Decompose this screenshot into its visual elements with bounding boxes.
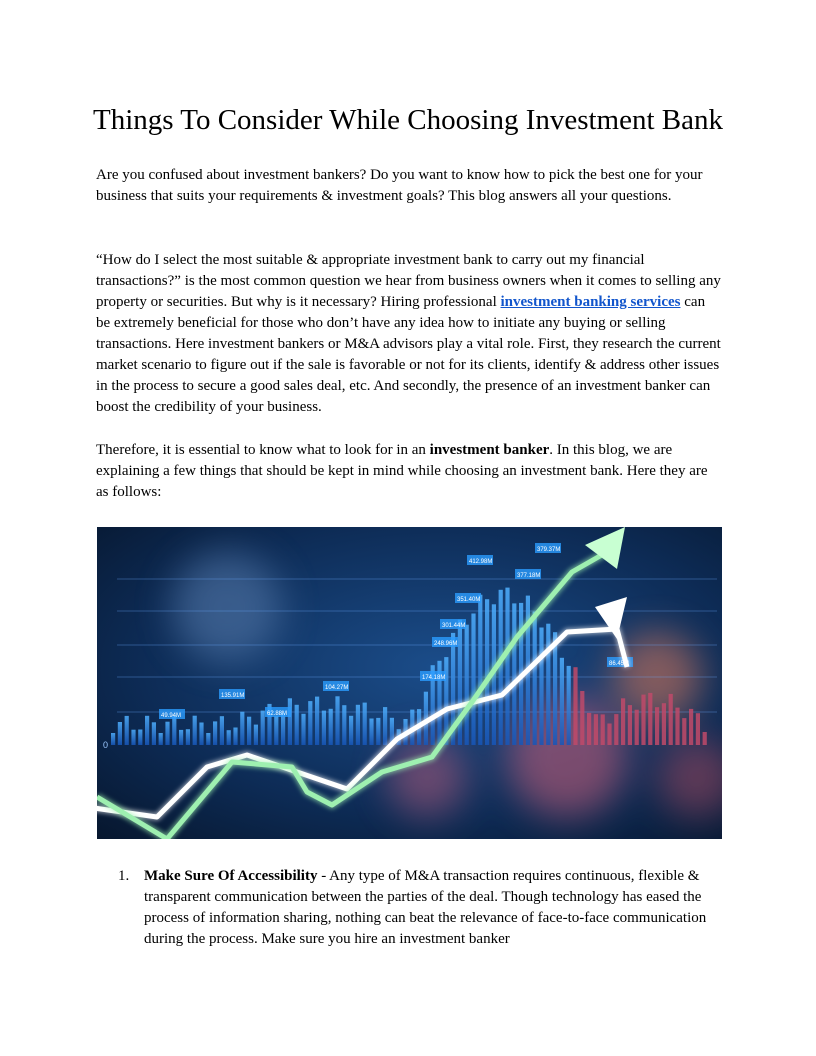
decorative-bar [567, 666, 571, 745]
decorative-bar [601, 714, 605, 745]
bold-term: investment banker [429, 442, 550, 458]
decorative-bar [648, 693, 652, 745]
decorative-bar [356, 705, 360, 745]
decorative-bar [131, 730, 135, 745]
decorative-bar [220, 716, 224, 745]
decorative-bar [206, 733, 210, 745]
investment-banking-services-link[interactable]: investment banking services [500, 294, 681, 310]
stock-chart-illustration [97, 527, 722, 839]
body-paragraph-1 [96, 250, 722, 418]
decorative-bar [689, 709, 693, 745]
svg-text:135.91M: 135.91M [221, 693, 245, 699]
svg-text:104.27M: 104.27M [325, 685, 349, 691]
decorative-bar [172, 716, 176, 745]
decorative-bar [607, 724, 611, 746]
decorative-bar [159, 733, 163, 745]
decorative-bar [539, 628, 543, 746]
svg-text:174.18M: 174.18M [422, 675, 446, 681]
decorative-bar [465, 625, 469, 745]
decorative-bar [628, 705, 632, 745]
decorative-bar [383, 707, 387, 745]
list-number: 1. [118, 868, 130, 884]
decorative-bar [478, 595, 482, 745]
decorative-bar [288, 698, 292, 745]
decorative-bar [227, 730, 231, 745]
decorative-bar [342, 705, 346, 745]
svg-text:86.45M: 86.45M [609, 661, 630, 667]
decorative-bar [281, 713, 285, 745]
stock-growth-chart-image [97, 527, 722, 839]
decorative-bar [301, 714, 305, 745]
decorative-bar [614, 714, 618, 745]
decorative-bar [233, 728, 237, 746]
decorative-bar [308, 701, 312, 745]
decorative-bar [505, 588, 509, 745]
decorative-bar [186, 729, 190, 745]
decorative-bar [165, 722, 169, 745]
value-label [420, 671, 446, 681]
decorative-bar [254, 725, 258, 745]
decorative-bar [580, 691, 584, 745]
value-label [535, 543, 561, 553]
decorative-bar [199, 723, 203, 746]
value-label [219, 689, 245, 699]
value-label [515, 569, 541, 579]
decorative-bar [662, 703, 666, 745]
paragraph-text: “How do I select the most suitable & appropriate investment bank to carry out my financial transactions?” is the most common question we hear from business owners when it comes to selling any property or securities. But why is it necessary? Hiring professional [96, 252, 721, 310]
decorative-bar [138, 730, 142, 746]
decorative-bar [696, 713, 700, 745]
decorative-bar [682, 718, 686, 745]
paragraph-text: Therefore, it is essential to know what to look for in an [96, 442, 430, 458]
decorative-bar [329, 709, 333, 745]
decorative-bar [369, 719, 373, 746]
value-label [455, 593, 481, 603]
decorative-bar [145, 716, 149, 745]
paragraph-text: can be extremely beneficial for those who don’t have any idea how to initiate any buying or selling transactions. Here investment bankers or M&A advisors play a vital role. First, they research the current market scenario to figure out if the sale is favorable or not for its clients, identify & address other issues in the process to secure a good sales deal, etc. And secondly, the presence of an investment banker can boost the credibility of your business. [96, 294, 721, 415]
svg-text:62.88M: 62.88M [267, 711, 288, 717]
considerations-list [96, 866, 722, 950]
decorative-bar [560, 658, 564, 745]
svg-text:412.98M: 412.98M [469, 559, 493, 565]
decorative-bar [349, 716, 353, 745]
decorative-bar [635, 710, 639, 745]
decorative-bar [621, 698, 625, 745]
decorative-bar [669, 694, 673, 745]
list-item-text [144, 866, 724, 950]
svg-text:248.96M: 248.96M [434, 641, 458, 647]
decorative-bar [641, 695, 645, 745]
axis-zero-label: 0 [103, 740, 109, 750]
decorative-bar [546, 624, 550, 745]
value-label [159, 709, 185, 719]
decorative-bar [335, 696, 339, 745]
decorative-bar [295, 705, 299, 745]
document-title: Things To Consider While Choosing Investment Bank [92, 104, 724, 136]
paragraph-text: . In this blog, we are explaining a few things that should be kept in mind while choosing an investment bank. Here they are as follows: [96, 442, 708, 500]
intro-paragraph: Are you confused about investment bankers? Do you want to know how to pick the best one for your business that suits your requirements & investment goals? This blog answers all your questions. [96, 167, 703, 204]
decorative-bar [125, 716, 129, 745]
decorative-bar [193, 716, 197, 745]
decorative-bar [703, 732, 707, 745]
svg-text:351.40M: 351.40M [457, 597, 481, 603]
svg-text:377.18M: 377.18M [517, 573, 541, 579]
decorative-bar [587, 713, 591, 745]
decorative-bar [118, 722, 122, 745]
value-label [432, 637, 458, 647]
decorative-bar [240, 712, 244, 745]
list-item [96, 866, 722, 950]
decorative-bar [675, 708, 679, 745]
decorative-bar [152, 722, 156, 745]
decorative-bar [512, 603, 516, 745]
body-paragraph-2 [96, 440, 722, 503]
decorative-bar [111, 733, 115, 745]
value-label [440, 619, 466, 629]
decorative-bar [594, 714, 598, 745]
decorative-bar [247, 717, 251, 745]
svg-text:379.37M: 379.37M [537, 547, 561, 553]
decorative-bar [315, 697, 319, 745]
list-item-heading: Make Sure Of Accessibility [144, 868, 318, 884]
value-label [265, 707, 291, 717]
decorative-bar [179, 730, 183, 745]
decorative-bar [213, 721, 217, 745]
decorative-bar [471, 614, 475, 746]
value-label [467, 555, 493, 565]
value-label [323, 681, 349, 691]
svg-text:301.44M: 301.44M [442, 623, 466, 629]
decorative-bar [376, 718, 380, 745]
decorative-bar [274, 716, 278, 745]
decorative-bar [363, 703, 367, 745]
decorative-bar [655, 707, 659, 745]
svg-text:49.94M: 49.94M [161, 713, 182, 719]
list-item-body: - Any type of M&A transaction requires continuous, flexible & transparent communication between the parties of the deal. Though technology has eased the process of information sharing, nothing can beat the relevance of face-to-face communication during the process. Make sure you hire an investment banker [144, 868, 707, 947]
decorative-bar [533, 612, 537, 745]
decorative-bar [573, 667, 577, 745]
decorative-bar [322, 711, 326, 745]
decorative-bar [261, 711, 265, 745]
